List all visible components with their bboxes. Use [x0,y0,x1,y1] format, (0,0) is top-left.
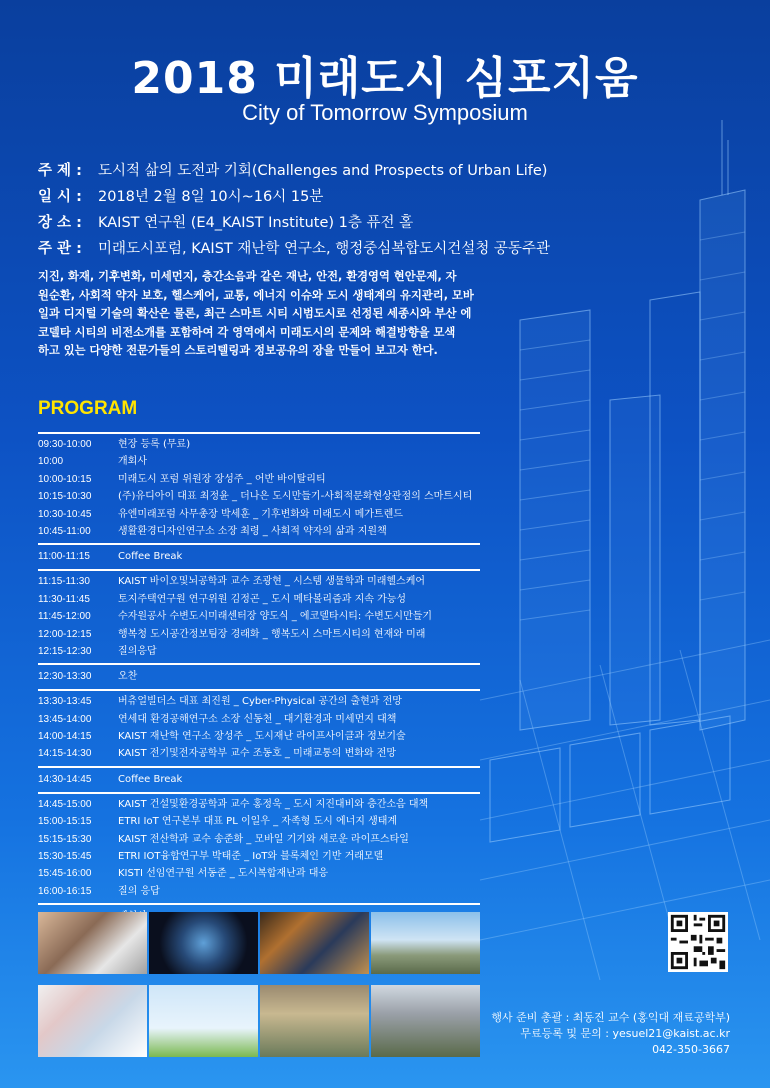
schedule-item [38,547,480,566]
schedule-event: 토지주택연구원 연구위원 김정곤 _ 도시 메타볼리즘과 지속 가능성 [118,593,407,605]
schedule-group [38,768,480,792]
schedule-time: 15:15-15:30 [38,833,92,845]
schedule-item [38,667,480,686]
schedule-event: KAIST 바이오및뇌공학과 교수 조광현 _ 시스템 생물학과 미래헬스케어 [118,576,426,588]
info-value: 2018년 2월 8일 10시~16시 15분 [98,189,324,205]
schedule-group [38,691,480,766]
poster-title: 2018 미래도시 심포지움 [131,53,639,104]
schedule-item [38,796,480,813]
schedule-time: 15:45-16:00 [38,868,92,880]
schedule-item [38,848,480,865]
info-row [38,158,738,184]
schedule-time: 15:30-15:45 [38,851,92,863]
description-line: 일과 디지털 기술의 확산은 물론, 최근 스마트 시티 시범도시로 선정된 세종시와 부산 에 [38,307,472,320]
schedule-time: 10:15-10:30 [38,491,92,503]
info-value: 미래도시포럼, KAIST 재난학 연구소, 행정중심복합도시건설청 공동주관 [98,241,550,257]
schedule-event: ETRI IoT 연구본부 대표 PL 이일우 _ 자족형 도시 에너지 생태계 [118,816,398,828]
schedule-time: 11:45-12:00 [38,611,91,623]
schedule-event: KAIST 전기및전자공학부 교수 조동호 _ 미래교통의 변화와 전망 [118,748,397,760]
schedule-event: 유엔미래포럼 사무총장 박세훈 _ 기후변화와 미래도시 메가트렌드 [118,508,403,520]
schedule-time: 12:00-12:15 [38,628,92,640]
photo-greenhouse [260,985,369,1057]
schedule-item [38,643,480,660]
schedule-time: 14:30-14:45 [38,773,92,785]
contact-email[interactable]: 무료등록 및 문의 : yesuel21@kaist.ac.kr [520,1027,730,1040]
schedule-group [38,545,480,569]
schedule-item [38,745,480,762]
description-line: 코델타 시티의 비전소개를 포함하여 각 영역에서 미래도시의 문제와 해결방향을 모색 [38,325,456,339]
schedule-time: 10:00-10:15 [38,473,92,485]
schedule-time: 12:15-12:30 [38,645,92,657]
info-label: 일 시 : [38,189,82,205]
poster-subtitle: City of Tomorrow Symposium [242,100,528,125]
schedule-time: 15:00-15:15 [38,816,92,828]
schedule-event: 버츄얼빌더스 대표 최진원 _ Cyber-Physical 공간의 출현과 전망 [118,696,402,708]
event-description [38,268,728,361]
schedule-time: 13:45-14:00 [38,713,92,725]
schedule-time: 10:00 [38,456,64,468]
info-row [38,210,738,236]
schedule-event: 연세대 환경공해연구소 소장 신동천 _ 대기환경과 미세먼지 대책 [118,713,397,725]
schedule-item [38,711,480,728]
schedule-event: KISTI 선임연구원 서동준 _ 도시복합재난과 대응 [118,868,329,880]
contact-info [430,1010,730,1058]
schedule-time: 11:00-11:15 [38,551,90,563]
photo-smartglasses-woman [38,912,147,974]
schedule-item [38,626,480,643]
schedule-group [38,665,480,689]
schedule-item [38,573,480,590]
program-heading: PROGRAM [38,398,138,419]
schedule-time: 14:00-14:15 [38,731,92,743]
qr-code[interactable] [668,912,728,972]
schedule-event: KAIST 재난학 연구소 장성주 _ 도시재난 라이프사이클과 정보기술 [118,731,406,743]
schedule-event: Coffee Break [118,551,183,563]
schedule-event: 질의응답 [118,645,157,657]
info-row [38,184,738,210]
schedule-item [38,453,480,470]
photo-earth-network [149,912,258,974]
photo-map-screens [38,985,147,1057]
schedule-item [38,728,480,745]
schedule-time: 10:45-11:00 [38,525,91,537]
schedule-time: 16:00-16:15 [38,885,92,897]
schedule-event: 수자원공사 수변도시미래센터장 양도식 _ 에코델타시티: 수변도시만들기 [118,611,433,623]
schedule-group [38,571,480,663]
schedule-time: 09:30-10:00 [38,439,92,450]
photo-strip-bottom [38,985,480,1057]
info-label: 주 관 : [38,241,82,257]
schedule-group [38,794,480,903]
contact-phone[interactable]: 042-350-3667 [652,1043,730,1056]
schedule-event: (주)유디아이 대표 최정윤 _ 더나은 도시만들기-사회적문화현상관점의 스마트시티 [118,491,473,503]
schedule-time: 13:30-13:45 [38,696,92,708]
schedule-item [38,883,480,900]
schedule-event: Coffee Break [118,773,183,785]
schedule-event: 오찬 [118,671,138,683]
schedule-time: 11:30-11:45 [38,593,90,605]
info-label: 주 제 : [38,163,82,179]
contact-organizer: 행사 준비 총괄 : 최동진 교수 (홍익대 재료공학부) [491,1011,730,1024]
schedule-item [38,813,480,830]
schedule-item [38,591,480,608]
schedule-event: 질의 응답 [118,885,160,897]
schedule-item [38,523,480,540]
schedule-event: 개회사 [118,456,147,468]
info-row [38,236,738,262]
schedule-item [38,831,480,848]
photo-strip-top [38,912,480,974]
program-schedule [38,432,480,929]
schedule-time: 14:15-14:30 [38,748,92,760]
schedule-item [38,471,480,488]
info-label: 장 소 : [38,215,82,231]
photo-energy-diagram [149,985,258,1057]
schedule-event: KAIST 전산학과 교수 송준화 _ 모바일 기기와 새로운 라이프스타일 [118,833,409,845]
schedule-item [38,770,480,789]
schedule-item [38,608,480,625]
schedule-group [38,434,480,543]
schedule-time: 10:30-10:45 [38,508,92,520]
info-value: 도시적 삶의 도전과 기회(Challenges and Prospects of Urban Life) [98,163,548,179]
schedule-event: ETRI IOT융합연구부 박태준 _ IoT와 블록체인 기반 거래모델 [118,851,384,863]
schedule-time: 12:30-13:30 [38,671,92,683]
schedule-item [38,693,480,710]
schedule-event: 현장 등록 (무료) [118,439,191,450]
schedule-item [38,865,480,882]
schedule-item [38,488,480,505]
description-line: 지진, 화재, 기후변화, 미세먼지, 층간소음과 같은 재난, 안전, 환경영역 현안문제, 자 [38,270,457,283]
schedule-event: 생활환경디자인연구소 소장 최령 _ 사회적 약자의 삶과 지원책 [118,525,387,537]
schedule-time: 14:45-15:00 [38,798,92,810]
schedule-event: 행복청 도시공간정보팀장 경래화 _ 행복도시 스마트시티의 현재와 미래 [118,628,426,640]
photo-biosphere [371,912,480,974]
schedule-item [38,506,480,523]
schedule-item [38,436,480,453]
schedule-time: 11:15-11:30 [38,576,90,588]
description-line: 원순환, 사회적 약자 보호, 헬스케어, 교통, 에너지 이슈와 도시 생태계의 유지관리, 모바 [38,288,474,302]
description-line: 하고 있는 다양한 전문가들의 스토리텔링과 정보공유의 장을 만들어 보고자 한다. [38,344,438,357]
event-info [38,158,738,262]
schedule-event: KAIST 건설및환경공학과 교수 홍정욱 _ 도시 지진대비와 층간소음 대책 [118,798,429,810]
info-value: KAIST 연구원 (E4_KAIST Institute) 1층 퓨전 홀 [98,215,414,231]
photo-dashboard-screens [260,912,369,974]
schedule-event: 미래도시 포럼 위원장 장성주 _ 어반 바이탈리티 [118,473,326,485]
